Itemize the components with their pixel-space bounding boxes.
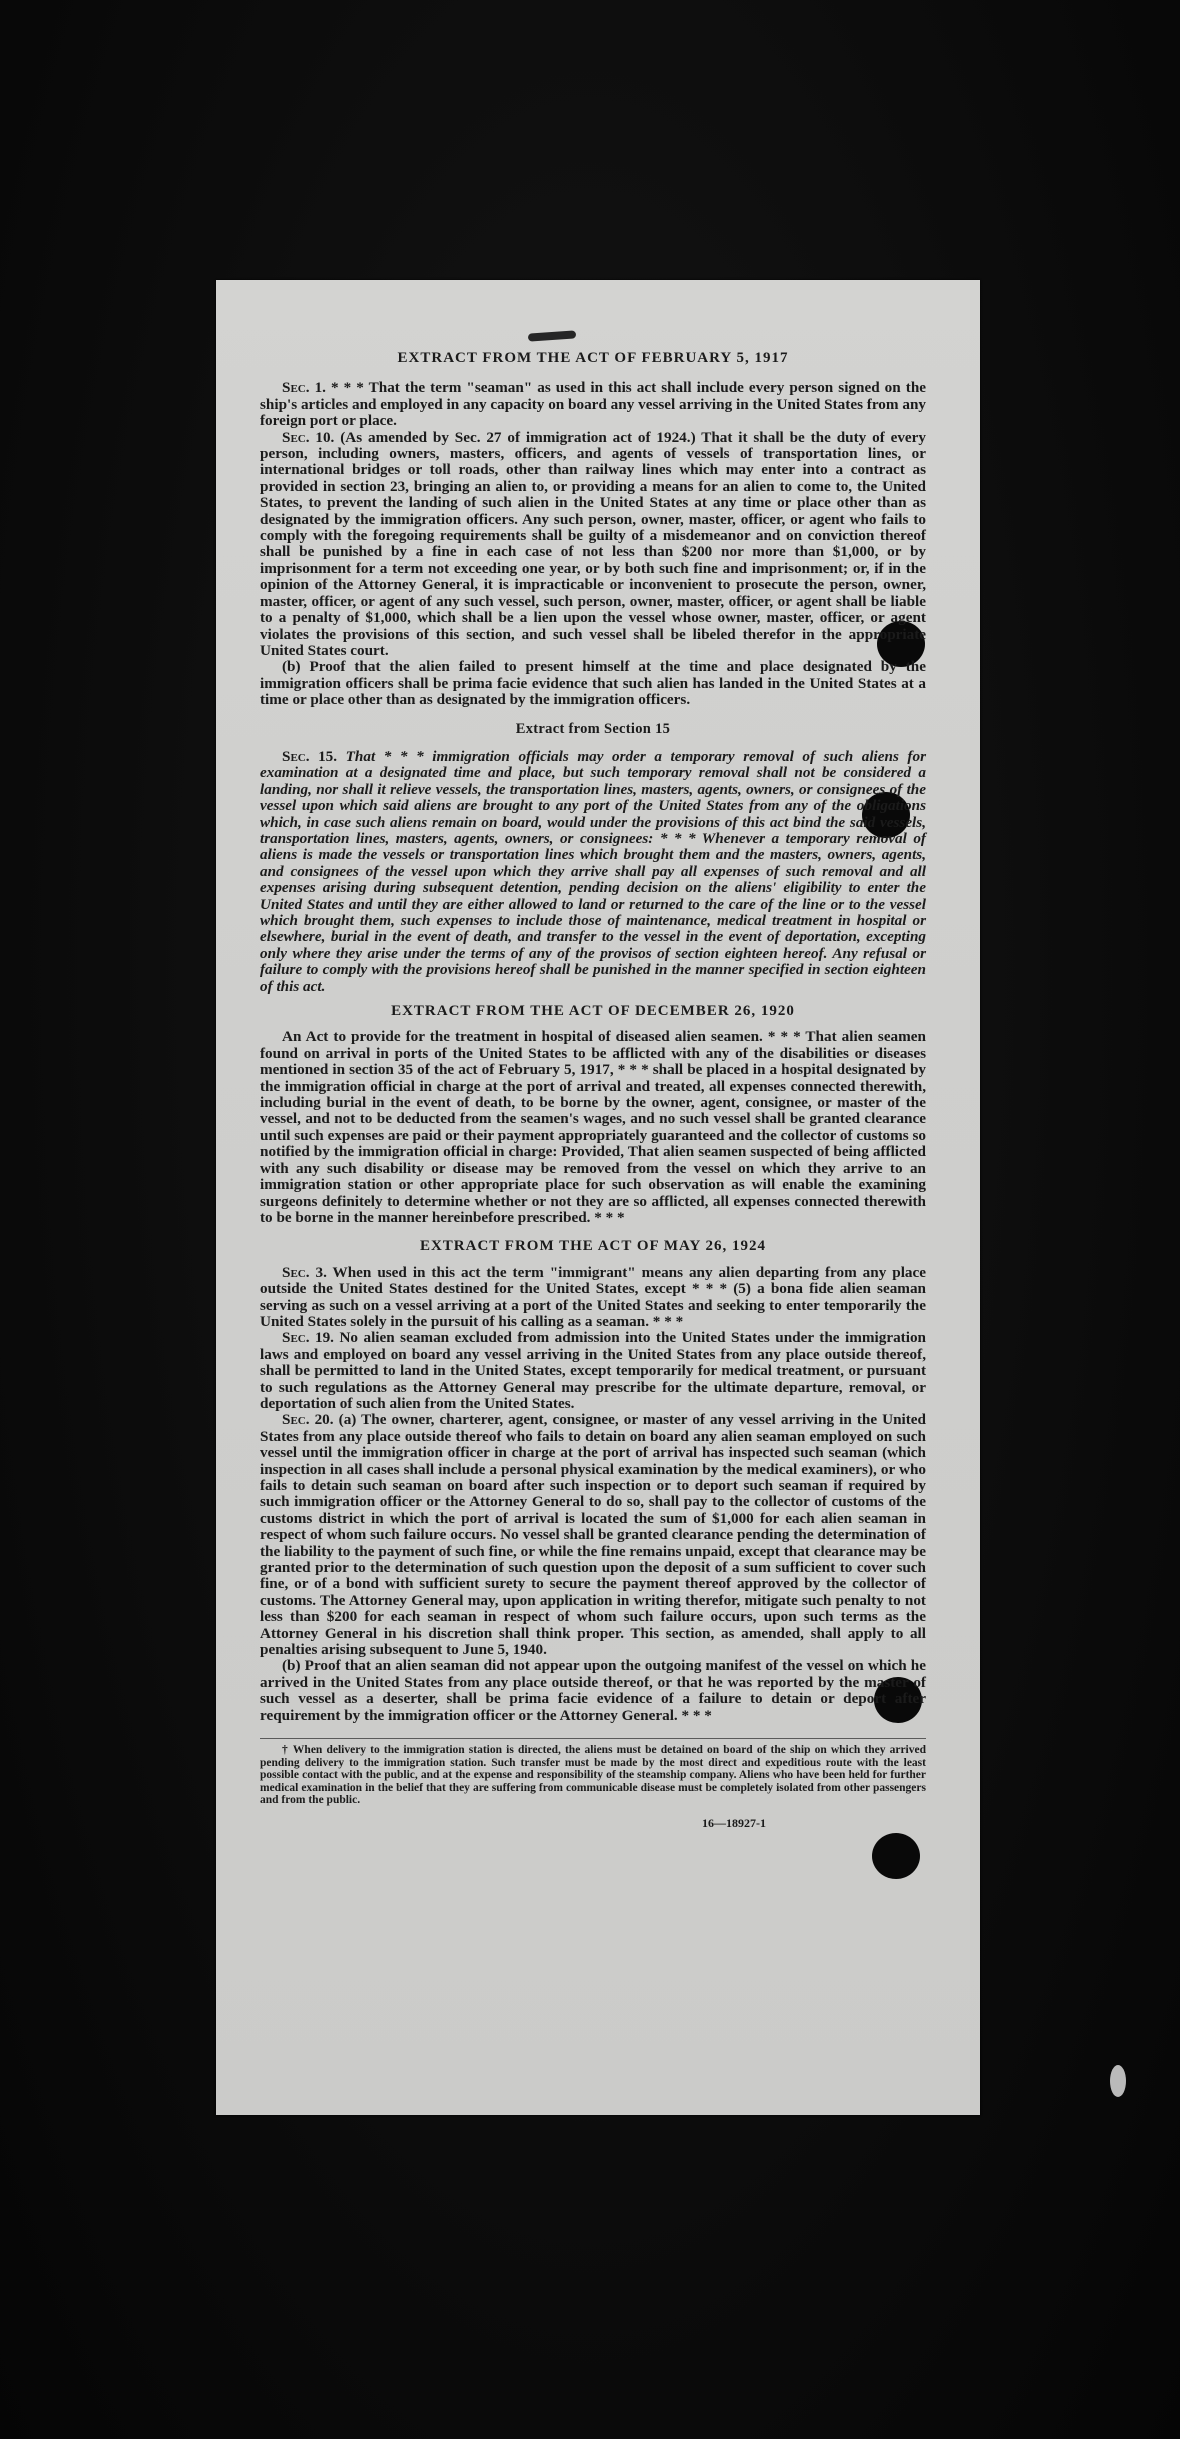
section-text: That * * * immigration officials may order a temporary removal of such aliens for examination at a designated time and place, but such temporary removal shall not be considered a landing, nor shall it relieve vessels, the transportation lines, masters, agents, owners, or consignees of the vessel upon which said aliens are brought to any port of the United States from any of the obligations which, in case such aliens remain on board, would under the provisions of this act bind the said vessels, transportation lines, masters, agents, owners, or consignees: * * * Whenever a temporary removal of aliens is made the vessels or transportation lines which brought them and the masters, owners, agents, and consignees of the vessel upon which they arrive shall pay all expenses of such removal and all expenses arising during subsequent detention, pending decision on the aliens' eligibility to enter the United States and until they are either allowed to land or returned to the care of the line or to the vessel which brought them, such expenses to include those of maintenance, medical treatment in hospital or elsewhere, burial in the event of death, and transfer to the vessel in the event of deportation, excepting only where they arise under the terms of any of the provisos of section eighteen hereof. Any refusal or failure to comply with the provisions hereof shall be punished in the manner specified in section eighteen of this act. [260, 747, 926, 995]
section-1-paragraph [260, 380, 926, 429]
heading-act-1920: EXTRACT FROM THE ACT OF DECEMBER 26, 1920 [391, 1003, 795, 1020]
punch-hole [872, 1833, 920, 1879]
section-label: Sec. 10. [282, 428, 335, 446]
section-19-paragraph [260, 1330, 926, 1412]
section-text: When used in this act the term "immigrant" means any alien departing from any place outside the United States destined for the United States, except * * * (5) a bona fide alien seaman serving as such on a vessel arriving at a port of the United States and seeking to enter temporarily the United States solely in the pursuit of his calling as a seaman. * * * [260, 1263, 926, 1330]
section-text: No alien seaman excluded from admission into the United States under the immigration laws and employed on board any vessel arriving in the United States from any place outside thereof, shall be permitted to land in the United States, except temporarily for medical treatment, or pursuant to such regulations as the Attorney General may prescribe for the ultimate departure, removal, or deportation of such alien from the United States. [260, 1329, 926, 1412]
heading-act-1917: EXTRACT FROM THE ACT OF FEBRUARY 5, 1917 [397, 350, 789, 366]
footnote: † When delivery to the immigration station is directed, the aliens must be detained on board of the ship on which they arrived pending delivery to the immigration station. Such transfer must be made by the most direct and expeditious route with the least possible contact with the public, and at the expense and responsibility of the steamship company. Aliens who have been held for further medical examination in the belief that they are suffering from communicable disease must be completely isolated from other passengers and from the public. [260, 1738, 926, 1807]
section-10-paragraph [260, 430, 926, 660]
scan-speck [1110, 2065, 1126, 2097]
section-text: (a) The owner, charterer, agent, consignee, or master of any vessel arriving in the United States from any place outside thereof who fails to detain on board any alien seaman employed on such vessel until the immigration officer in charge at the port of arrival has inspected such seaman (which inspection in all cases shall include a personal physical examination by the medical examiners), or who fails to detain such seaman on board after such inspection or to deport such seaman if required by such immigration officer or the Attorney General to do so, shall pay to the collector of customs of the customs district in which the port of arrival is located the sum of $1,000 for each alien seaman in respect of whom such failure occurs. No vessel shall be granted clearance pending the determination of the liability to the payment of such fine, or while the fine remains unpaid, except that clearance may be granted prior to the determination of such question upon the deposit of a sum sufficient to cover such fine, or of a bond with sufficient surety to secure the payment thereof approved by the collector of customs. The Attorney General may, upon application in writing therefor, mitigate such penalty to not less than $200 for each seaman in respect of whom such failure occurs, upon such terms as the Attorney General in his discretion shall think proper. This section, as amended, shall apply to all penalties arising subsequent to June 5, 1940. [260, 1411, 926, 1659]
section-label: Sec. 19. [282, 1329, 334, 1347]
subheading-section-15: Extract from Section 15 [515, 720, 671, 737]
form-number: 16—18927-1 [702, 1816, 766, 1831]
section-20-b-paragraph: (b) Proof that an alien seaman did not appear upon the outgoing manifest of the vessel on which he arrived in the United States from any place outside thereof, or that he was reported by the master of such vessel as a deserter, shall be prima facie evidence of a failure to detain or deport after requirement by the immigration officer or the Attorney General. * * * [260, 1657, 926, 1724]
ink-mark [528, 330, 576, 341]
heading-act-1924: EXTRACT FROM THE ACT OF MAY 26, 1924 [419, 1238, 767, 1255]
section-label: Sec. 1. [282, 379, 326, 397]
section-label: Sec. 20. [282, 1411, 334, 1429]
section-10-b-paragraph: (b) Proof that the alien failed to present himself at the time and place designated by the immigration officers shall be prima facie evidence that such alien has landed in the United States at a time or place other than as designated by the immigration officers. [260, 658, 926, 709]
section-3-paragraph [260, 1265, 926, 1331]
section-label: Sec. 3. [282, 1263, 327, 1281]
section-15-paragraph [260, 749, 926, 995]
section-text: * * * That the term "seaman" as used in this act shall include every person signed on the ship's articles and employed in any capacity on board any vessel arriving in the United States from any foreign port or place. [260, 379, 927, 430]
section-label: Sec. 15. [282, 747, 338, 765]
document-page [216, 280, 980, 2115]
section-text: (As amended by Sec. 27 of immigration act of 1924.) That it shall be the duty of every person, including owners, masters, officers, and agents of vessels of transportation lines, or international bridges or toll roads, other than railway lines which may enter into a contract as provided in section 23, bringing an alien to, or providing a means for an alien to come to, the United States, to prevent the landing of such alien in the United States at any time or place other than as designated by the immigration officers. Any such person, owner, master, officer, or agent who fails to comply with the foregoing requirements shall be guilty of a misdemeanor and on conviction thereof shall be punished by a fine in each case of not less than $200 nor more than $1,000, or by imprisonment for a term not exceeding one year, or by both such fine and imprisonment; or, if in the opinion of the Attorney General, it is impracticable or inconvenient to prosecute the person, owner, master, officer, or agent of any such vessel, such person, owner, master, officer, or agent shall be liable to a penalty of $1,000, which shall be a lien upon the vessel whose owner, master, officer, or agent violates the provisions of this section, and such vessel shall be libeled therefor in the appropriate United States court. [260, 428, 926, 659]
act-1920-paragraph: An Act to provide for the treatment in hospital of diseased alien seamen. * * * That alien seamen found on arrival in ports of the United States to be afflicted with any of the disabilities or diseases mentioned in section 35 of the act of February 5, 1917, * * * shall be placed in a hospital designated by the immigration official in charge at the port of arrival and treated, all expenses connected therewith, including burial in the event of death, to be borne by the owner, agent, consignee, or master of the vessel, and not to be deducted from the seamen's wages, and no such vessel shall be granted clearance until such expenses are paid or their payment appropriately guaranteed and the collector of customs so notified by the immigration official in charge: Provided, That alien seamen suspected of being afflicted with any such disability or disease may be removed from the vessel on which they arrive to an immigration station or other appropriate place for such observation as will enable the examining surgeons definitely to determine whether or not they are so afflicted, all expenses connected therewith to be borne in the manner hereinbefore prescribed. * * * [260, 1028, 926, 1226]
document-body [260, 350, 926, 1831]
section-20-paragraph [260, 1412, 926, 1658]
